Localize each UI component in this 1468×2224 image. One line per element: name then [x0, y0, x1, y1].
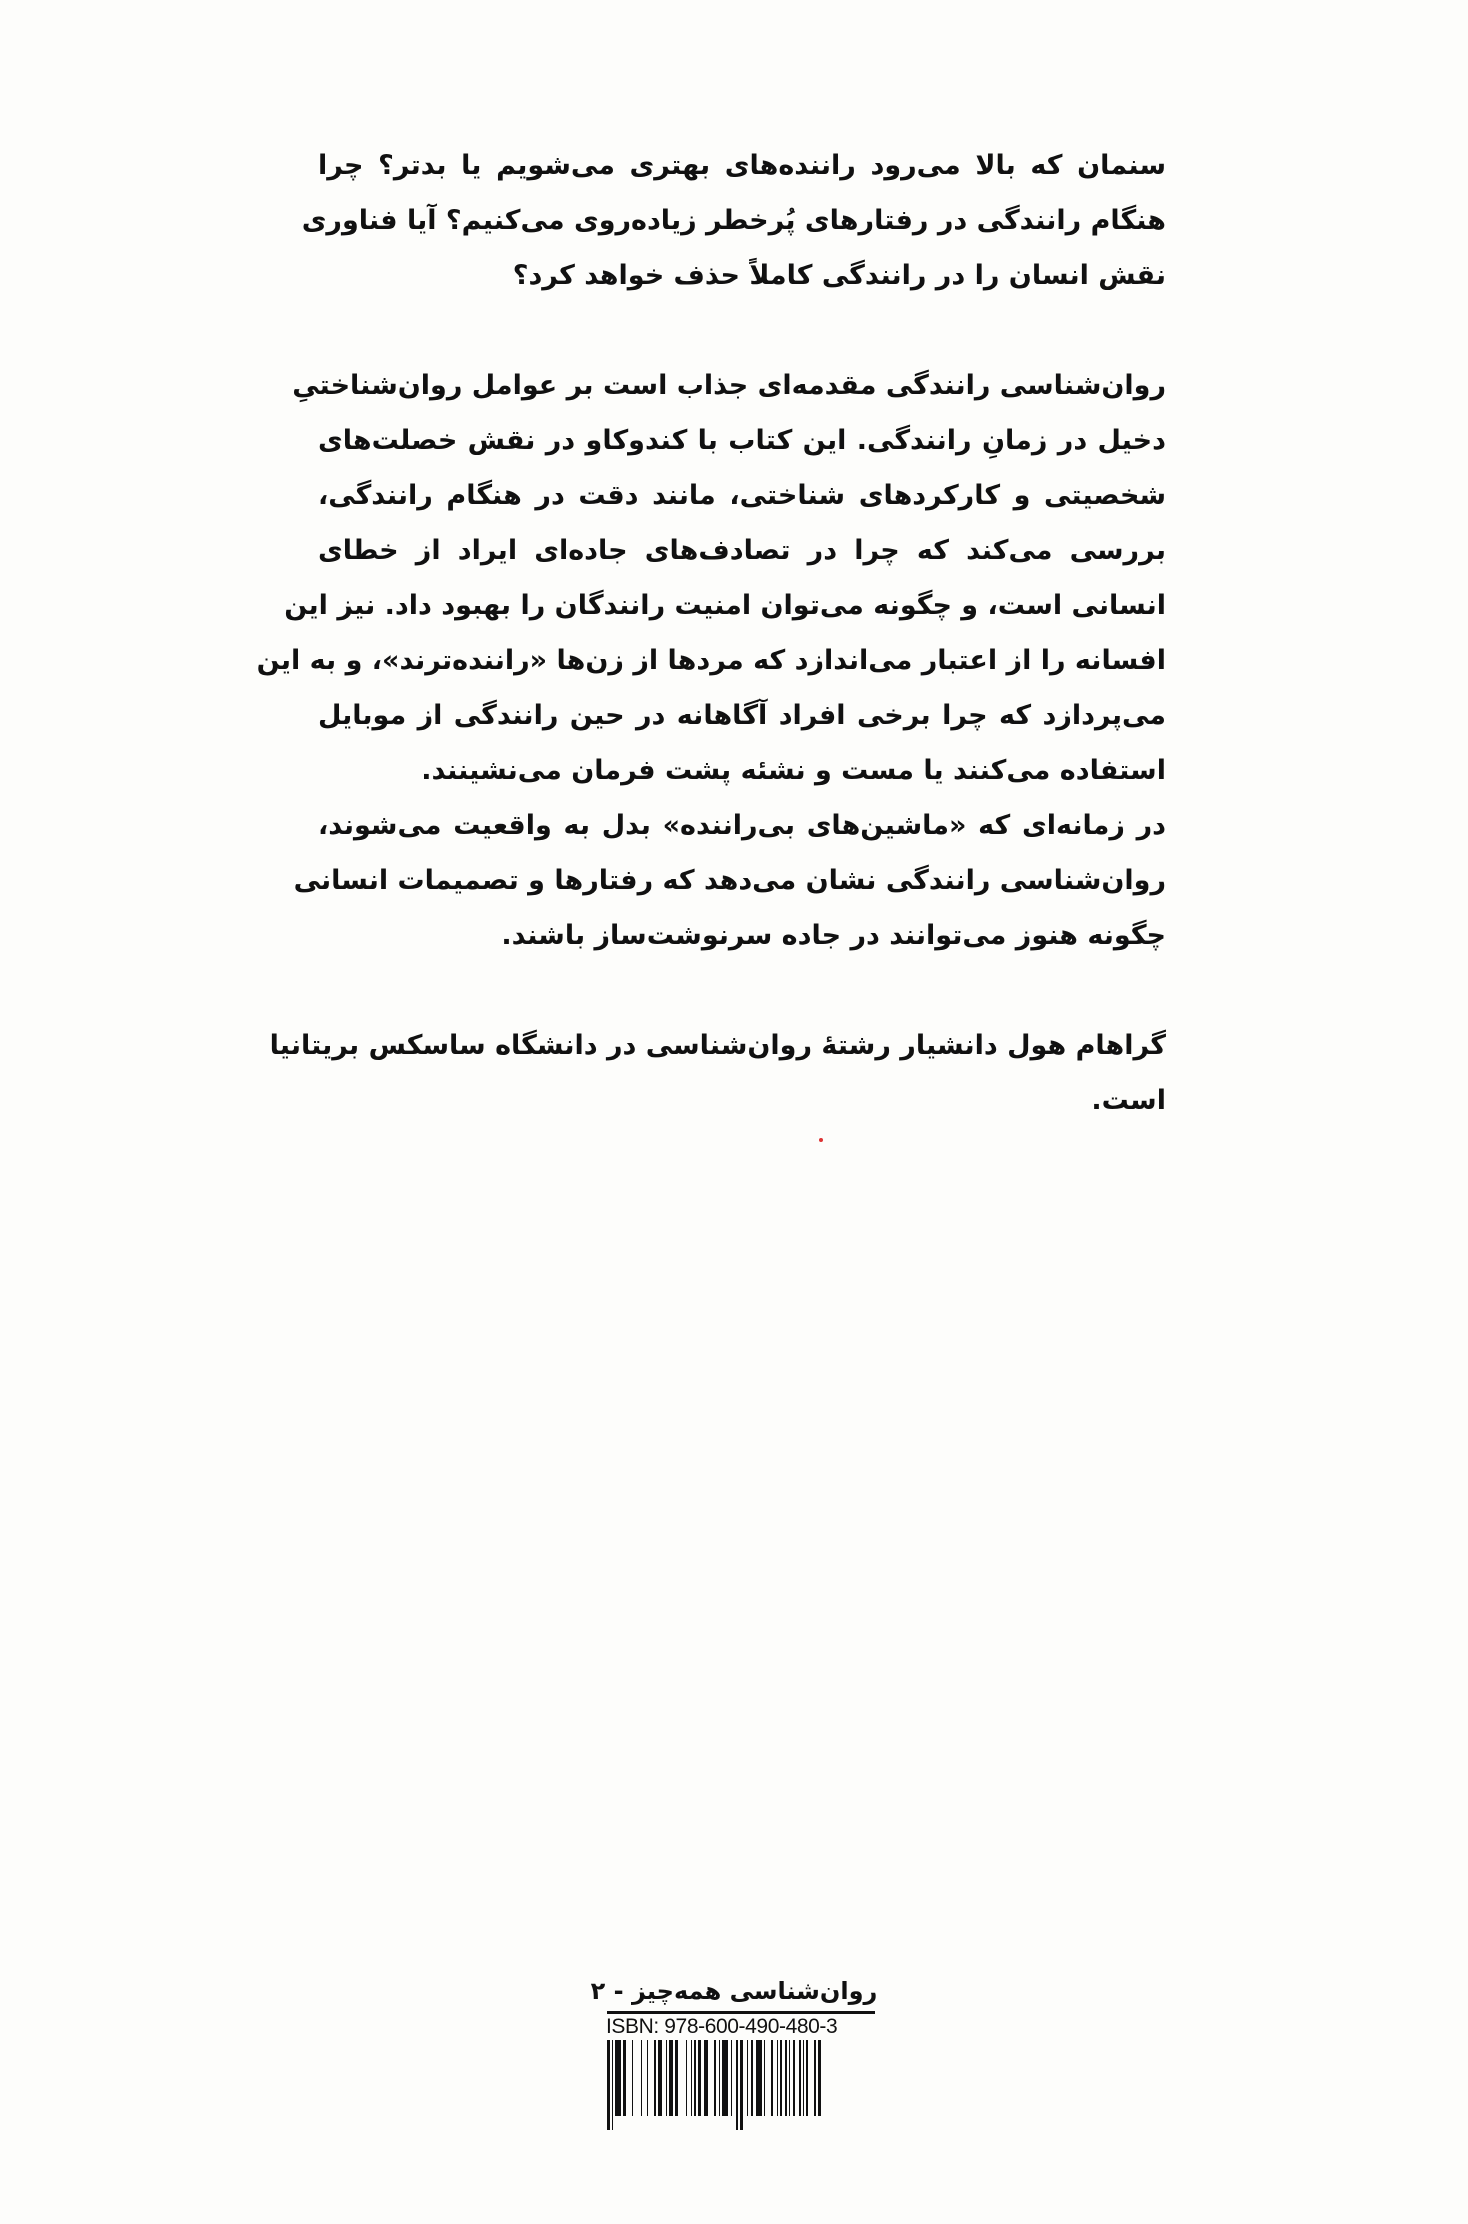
text-line: می‌پردازد که چرا برخی افراد آگاهانه در حین رانندگی از موبایل: [318, 700, 1166, 731]
ink-speck: [819, 1138, 823, 1142]
text-line: روان‌شناسی رانندگی نشان می‌دهد که رفتارها و تصمیمات انسانی: [293, 865, 1166, 896]
barcode-bar: [658, 2040, 662, 2116]
intro-questions-paragraph: [301, 138, 1166, 303]
barcode-bar: [747, 2040, 748, 2116]
text-line: در زمانه‌ای که «ماشین‌های بی‌راننده» بدل به واقعیت می‌شوند،: [318, 810, 1166, 841]
barcode-bar: [771, 2040, 773, 2116]
barcode-bar: [777, 2040, 778, 2116]
author-bio-paragraph: [269, 1018, 1166, 1128]
barcode-bar: [719, 2040, 720, 2116]
text-line: استفاده می‌کنند یا مست و نشئه پشت فرمان می‌نشینند.: [421, 755, 1166, 786]
barcode-bar: [764, 2040, 765, 2116]
barcode-bar: [731, 2040, 732, 2116]
barcode-bar: [736, 2040, 738, 2130]
text-line: نقش انسان را در رانندگی کاملاً حذف خواهد کرد؟: [512, 260, 1166, 291]
barcode-bar: [686, 2040, 687, 2116]
barcode-bar: [751, 2040, 753, 2116]
barcode-bar: [789, 2040, 790, 2116]
barcode-bar: [666, 2040, 667, 2116]
text-line: شخصیتی و کارکردهای شناختی، مانند دقت در هنگام رانندگی،: [318, 480, 1166, 511]
barcode: [607, 2040, 875, 2130]
barcode-bar: [698, 2040, 701, 2116]
barcode-bar: [607, 2040, 610, 2130]
book-description-paragraph: [256, 358, 1166, 798]
text-line: است.: [1091, 1085, 1166, 1116]
barcode-bar: [714, 2040, 716, 2116]
barcode-bar: [654, 2040, 656, 2116]
barcode-bar: [780, 2040, 782, 2116]
text-line: بررسی می‌کند که چرا در تصادف‌های جاده‌ای ایراد از خطای: [318, 535, 1166, 566]
text-line: افسانه را از اعتبار می‌اندازد که مردها از زن‌ها «راننده‌ترند»، و به این: [256, 645, 1166, 676]
text-line: دخیل در زمانِ رانندگی. این کتاب با کندوکاو در نقش خصلت‌های: [318, 425, 1166, 456]
text-line: گراهام هول دانشیار رشتهٔ روان‌شناسی در دانشگاه ساسکس بریتانیا: [269, 1030, 1166, 1061]
driverless-cars-paragraph: [293, 798, 1166, 963]
isbn-number: ISBN: 978-600-490-480-3: [606, 2015, 838, 2038]
barcode-bar: [785, 2040, 787, 2116]
barcode-bar: [694, 2040, 696, 2116]
barcode-bar: [632, 2040, 633, 2116]
barcode-bar: [675, 2040, 678, 2116]
text-line: هنگام رانندگی در رفتارهای پُرخطر زیاده‌روی می‌کنیم؟ آیا فناوری: [301, 205, 1166, 236]
barcode-bar: [814, 2040, 816, 2116]
barcode-bar: [669, 2040, 673, 2116]
barcode-bar: [806, 2040, 808, 2116]
text-line: روان‌شناسی رانندگی مقدمه‌ای جذاب است بر عوامل روان‌شناختیِ: [292, 370, 1166, 401]
barcode-bar: [615, 2040, 621, 2116]
barcode-bar: [793, 2040, 795, 2116]
barcode-bar: [612, 2040, 613, 2130]
barcode-bar: [647, 2040, 648, 2116]
barcode-bar: [756, 2040, 762, 2116]
barcode-bar: [623, 2040, 626, 2116]
text-line: چگونه هنوز می‌توانند در جاده سرنوشت‌ساز باشند.: [501, 920, 1166, 951]
barcode-bar: [691, 2040, 692, 2116]
barcode-bar: [704, 2040, 708, 2116]
text-line: انسانی است، و چگونه می‌توان امنیت رانندگان را بهبود داد. نیز این: [284, 590, 1166, 621]
barcode-bar: [740, 2040, 743, 2130]
barcode-bar: [803, 2040, 804, 2116]
text-line: سنمان که بالا می‌رود راننده‌های بهتری می‌شویم یا بدتر؟ چرا: [318, 150, 1166, 181]
divider: [607, 2011, 875, 2014]
barcode-bar: [641, 2040, 642, 2116]
barcode-bar: [722, 2040, 728, 2116]
barcode-bar: [799, 2040, 801, 2116]
barcode-bar: [818, 2040, 821, 2116]
series-title: روان‌شناسی همه‌چیز - ۲: [590, 1977, 878, 2005]
